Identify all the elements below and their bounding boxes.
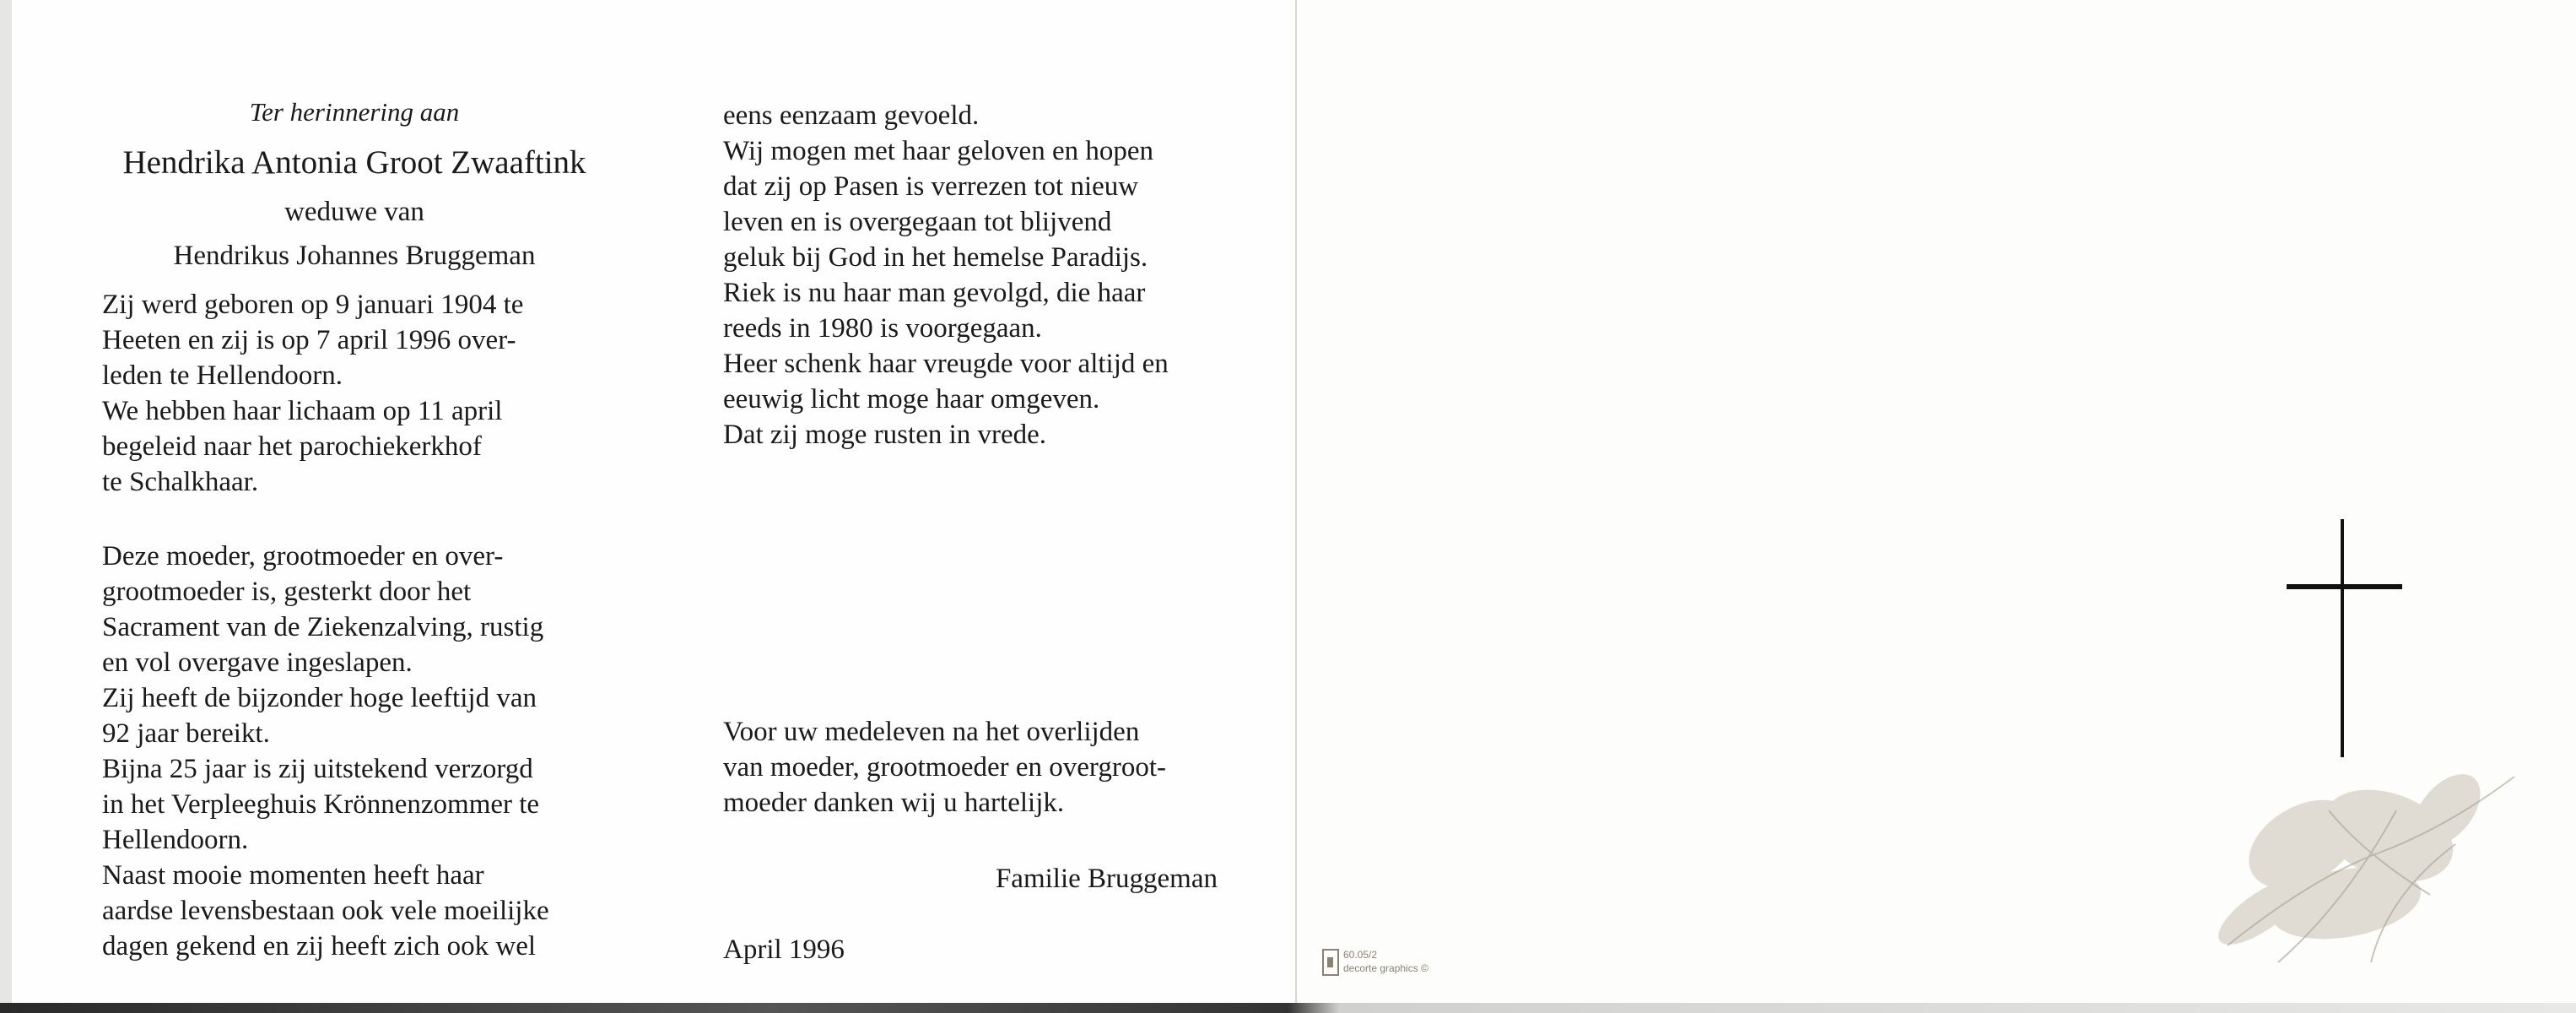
- text-line: Heer schenk haar vreugde voor altijd en: [723, 349, 1169, 379]
- cross-bar: [2287, 584, 2402, 589]
- paragraph-life: [102, 539, 549, 964]
- text-line: Hellendoorn.: [102, 825, 249, 855]
- text-line: grootmoeder is, gesterkt door het: [102, 577, 472, 607]
- scan-edge: [0, 1003, 2576, 1013]
- text-line: We hebben haar lichaam op 11 april: [102, 396, 503, 426]
- text-line: 92 jaar bereikt.: [102, 718, 270, 749]
- text-line: Deze moeder, grootmoeder en over-: [102, 541, 504, 572]
- printer-logo-icon: [1322, 949, 1339, 976]
- text-line: reeds in 1980 is voorgegaan.: [723, 313, 1042, 344]
- printer-code: 60.05/2: [1343, 949, 1378, 961]
- text-line: geluk bij God in het hemelse Paradijs.: [723, 242, 1148, 273]
- text-line: eens eenzaam gevoeld.: [723, 100, 980, 131]
- floral-decoration-icon: [2177, 709, 2548, 988]
- text-line: dat zij op Pasen is verrezen tot nieuw: [723, 171, 1139, 202]
- printer-logo: [1322, 947, 1457, 981]
- text-line: leden te Hellendoorn.: [102, 360, 343, 391]
- relation-text: weduwe van: [284, 197, 424, 227]
- text-line: begeleid naar het parochiekerkhof: [102, 431, 482, 462]
- text-line: moeder danken wij u hartelijk.: [723, 788, 1065, 818]
- text-line: Naast mooie momenten heeft haar: [102, 860, 484, 891]
- text-line: van moeder, grootmoeder en overgroot-: [723, 752, 1166, 783]
- text-line: Voor uw medeleven na het overlijden: [723, 717, 1140, 747]
- text-line: aardse levensbestaan ook vele moeilijke: [102, 896, 549, 926]
- signature: Familie Bruggeman: [995, 864, 1218, 894]
- deceased-name: Hendrika Antonia Groot Zwaaftink: [122, 144, 586, 181]
- text-line: Riek is nu haar man gevolgd, die haar: [723, 278, 1146, 308]
- spouse-name: Hendrikus Johannes Bruggeman: [173, 241, 536, 271]
- text-line: te Schalkhaar.: [102, 467, 259, 497]
- text-line: Zij werd geboren op 9 januari 1904 te: [102, 290, 524, 320]
- intro-heading: Ter herinnering aan: [249, 97, 460, 127]
- printer-brand: decorte graphics ©: [1343, 962, 1428, 974]
- intro-block: [101, 95, 608, 282]
- paragraph-thanks: [723, 714, 1166, 821]
- text-line: en vol overgave ingeslapen.: [102, 647, 413, 678]
- text-line: Heeten en zij is op 7 april 1996 over-: [102, 325, 516, 355]
- paragraph-faith: [723, 98, 1169, 452]
- text-line: Sacrament van de Ziekenzalving, rustig: [102, 612, 544, 642]
- text-line: in het Verpleeghuis Krönnenzommer te: [102, 789, 540, 820]
- text-line: Zij heeft de bijzonder hoge leeftijd van: [102, 683, 537, 713]
- text-line: dagen gekend en zij heeft zich ook wel: [102, 931, 537, 962]
- paragraph-birth-death: [102, 287, 523, 500]
- card-inner-left-page: [0, 0, 1293, 1003]
- date: April 1996: [723, 934, 845, 965]
- text-line: leven en is overgegaan tot blijvend: [723, 207, 1112, 237]
- text-line: Wij mogen met haar geloven en hopen: [723, 136, 1154, 166]
- text-line: eeuwig licht moge haar omgeven.: [723, 384, 1100, 414]
- text-line: Bijna 25 jaar is zij uitstekend verzorgd: [102, 754, 533, 784]
- text-line: Dat zij moge rusten in vrede.: [723, 420, 1047, 450]
